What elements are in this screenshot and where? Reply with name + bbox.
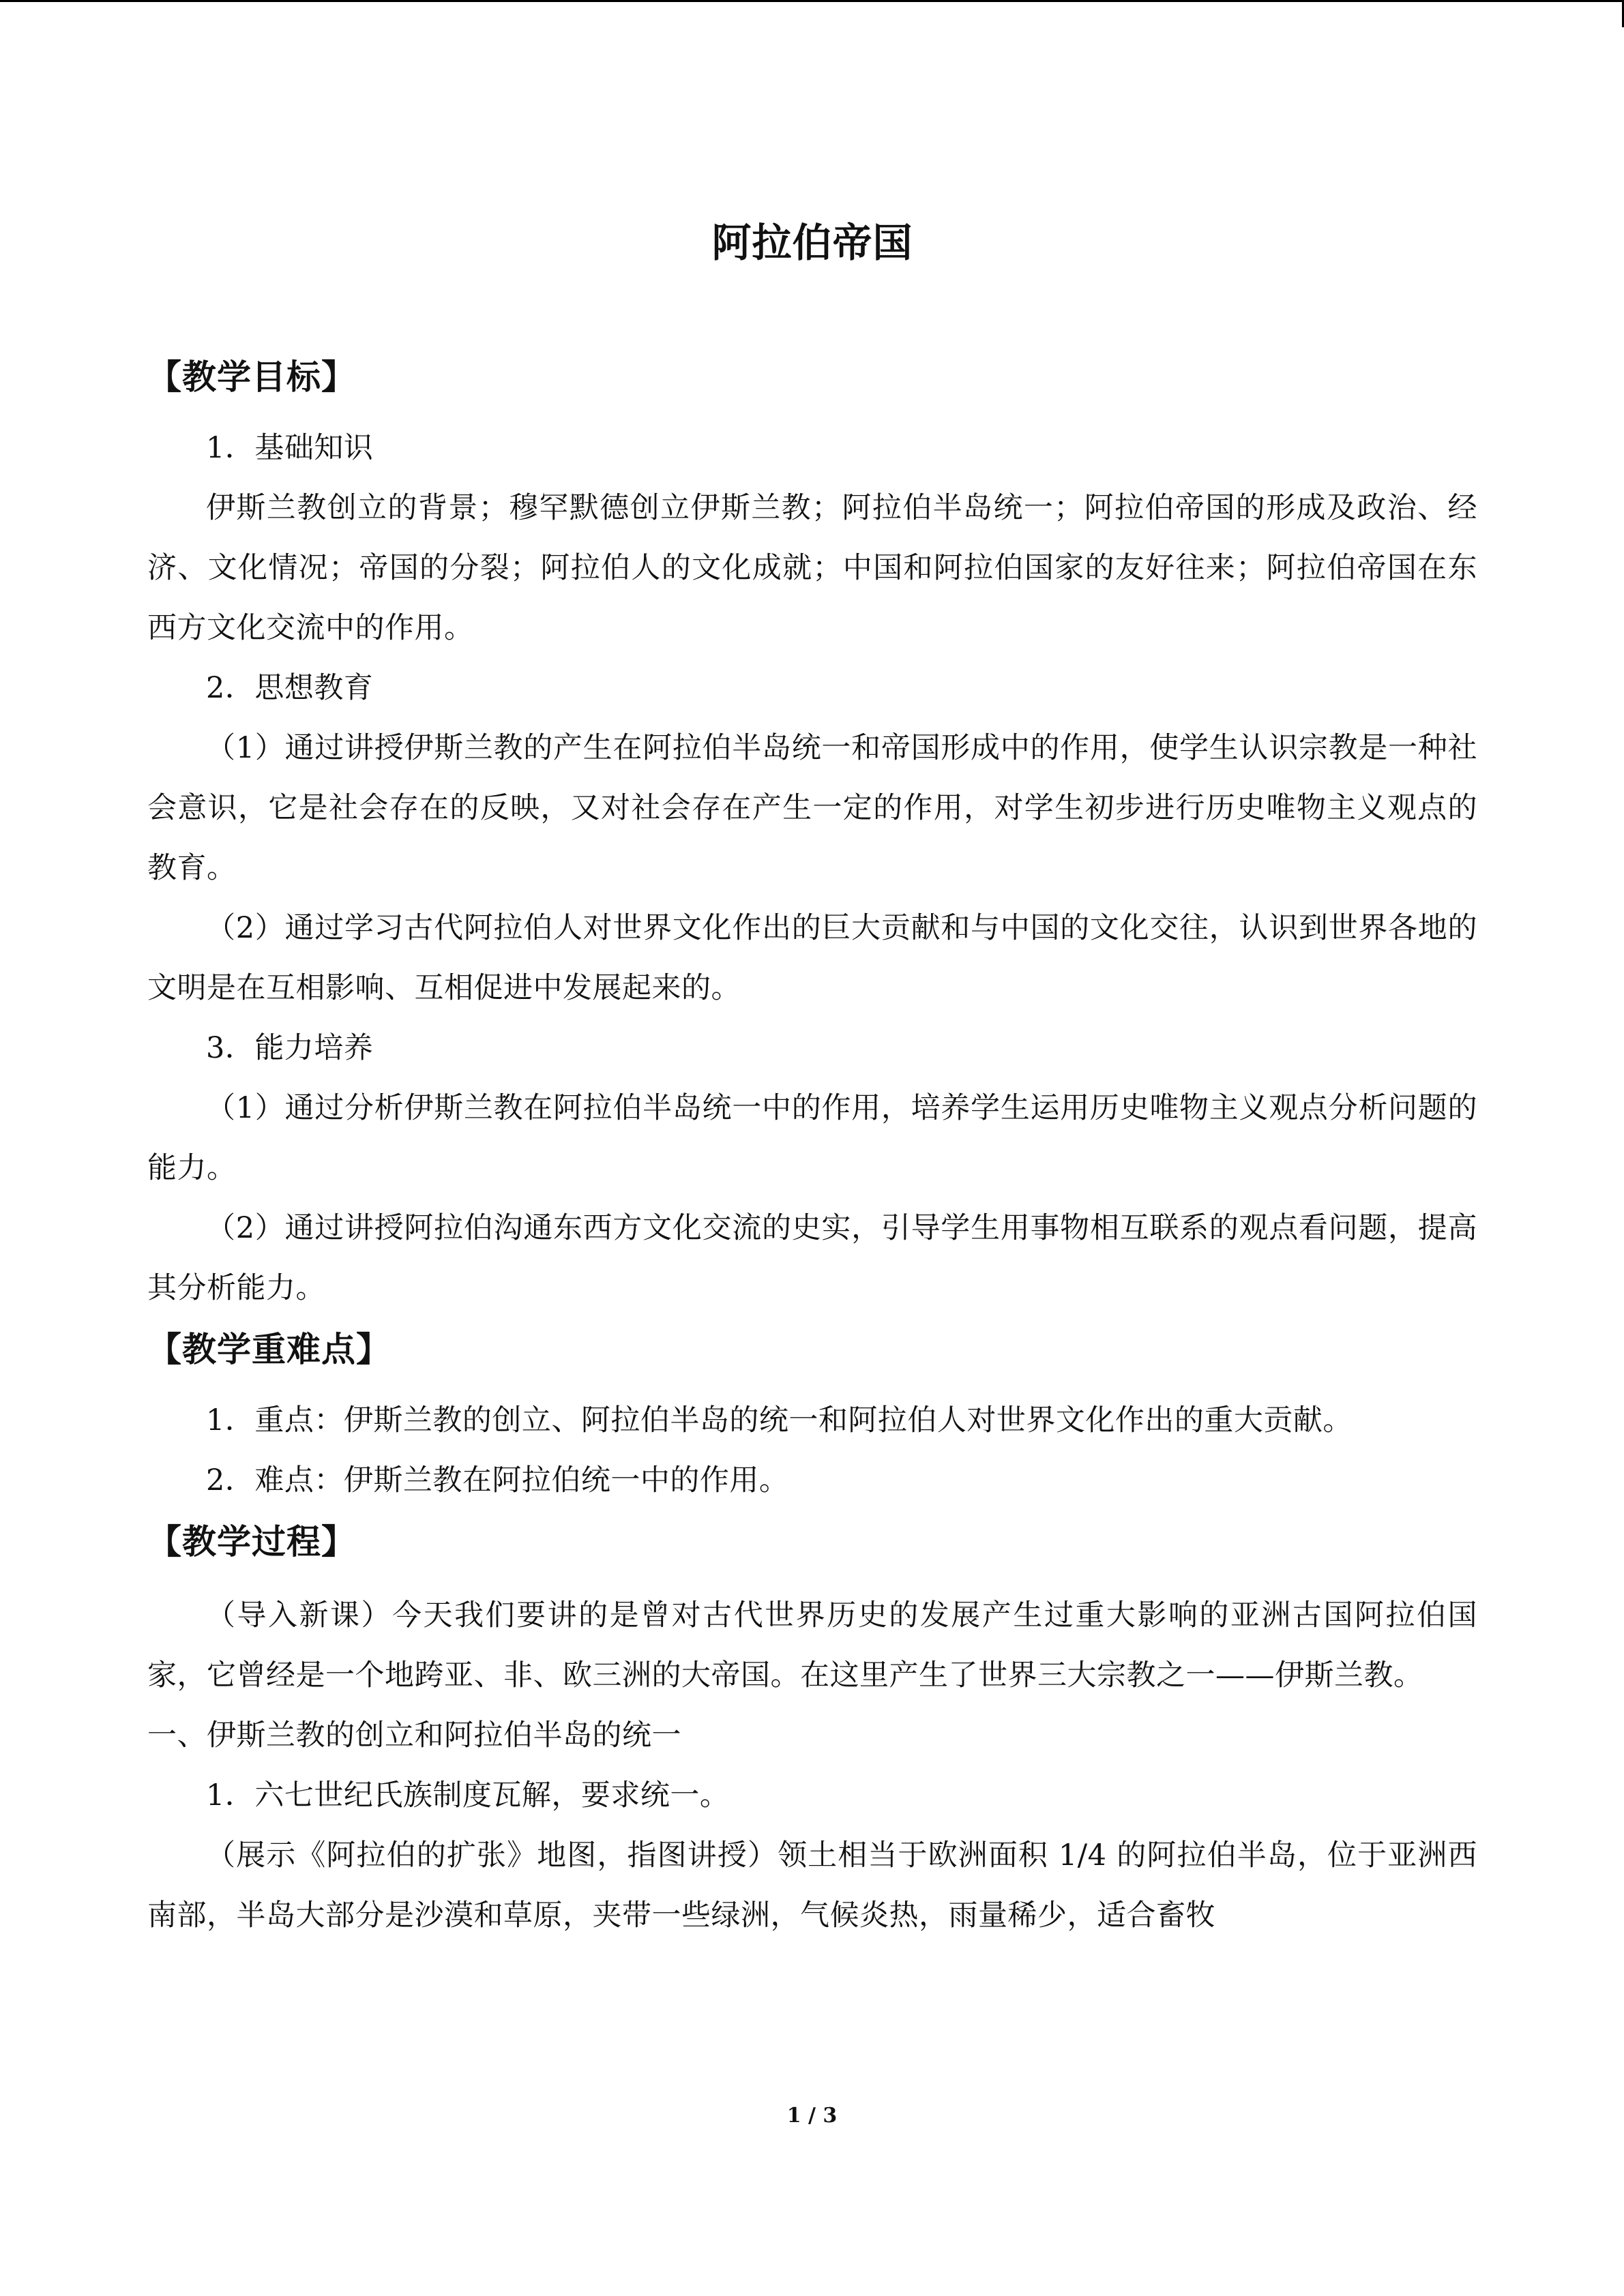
objective-basic-knowledge-text: 伊斯兰教创立的背景；穆罕默德创立伊斯兰教；阿拉伯半岛统一；阿拉伯帝国的形成及政治、经济、文化情况；帝国的分裂；阿拉伯人的文化成就；中国和阿拉伯国家的友好往来；阿拉伯帝国在东西方文化交流中的作用。 [147, 491, 1477, 645]
top-border-line [0, 0, 1624, 2]
process-point-1: 1．六七世纪氏族制度瓦解，要求统一。 [206, 1778, 730, 1813]
objective-basic-knowledge-label: 1．基础知识 [206, 431, 374, 465]
document-title: 阿拉伯帝国 [711, 220, 913, 266]
key-point-text: 1．重点：伊斯兰教的创立、阿拉伯半岛的统一和阿拉伯人对世界文化作出的重大贡献。 [206, 1403, 1353, 1437]
process-map-paragraph: （展示《阿拉伯的扩张》地图，指图讲授）领土相当于欧洲面积 1/4 的阿拉伯半岛，位于亚洲西南部，半岛大部分是沙漠和草原，夹带一些绿洲，气候炎热，雨量稀少，适合畜牧 [147, 1838, 1477, 1933]
difficult-point-text: 2．难点：伊斯兰教在阿拉伯统一中的作用。 [206, 1463, 789, 1497]
section-heading-key-points: 【教学重难点】 [147, 1330, 391, 1369]
objective-ability-item-1: （1）通过分析伊斯兰教在阿拉伯半岛统一中的作用，培养学生运用历史唯物主义观点分析问题的能力。 [147, 1091, 1477, 1185]
objective-ideology-item-2: （2）通过学习古代阿拉伯人对世界文化作出的巨大贡献和与中国的文化交往，认识到世界各地的文明是在互相影响、互相促进中发展起来的。 [147, 911, 1477, 1005]
process-intro-paragraph: （导入新课）今天我们要讲的是曾对古代世界历史的发展产生过重大影响的亚洲古国阿拉伯国家，它曾经是一个地跨亚、非、欧三洲的大帝国。在这里产生了世界三大宗教之一——伊斯兰教。 [147, 1598, 1477, 1693]
objective-ability-item-2: （2）通过讲授阿拉伯沟通东西方文化交流的史实，引导学生用事物相互联系的观点看问题，提高其分析能力。 [147, 1211, 1477, 1305]
page-number: 1 / 3 [786, 2104, 838, 2128]
objective-ideology-item-1: （1）通过讲授伊斯兰教的产生在阿拉伯半岛统一和帝国形成中的作用，使学生认识宗教是一种社会意识，它是社会存在的反映，又对社会存在产生一定的作用，对学生初步进行历史唯物主义观点的教育。 [147, 731, 1477, 885]
section-heading-teaching-objectives: 【教学目标】 [147, 357, 356, 397]
objective-ideology-label: 2．思想教育 [206, 671, 374, 705]
document-content [147, 205, 1477, 1945]
section-heading-teaching-process: 【教学过程】 [147, 1522, 356, 1562]
process-subheading-1: 一、伊斯兰教的创立和阿拉伯半岛的统一 [147, 1718, 681, 1753]
objective-ability-label: 3．能力培养 [206, 1031, 374, 1065]
